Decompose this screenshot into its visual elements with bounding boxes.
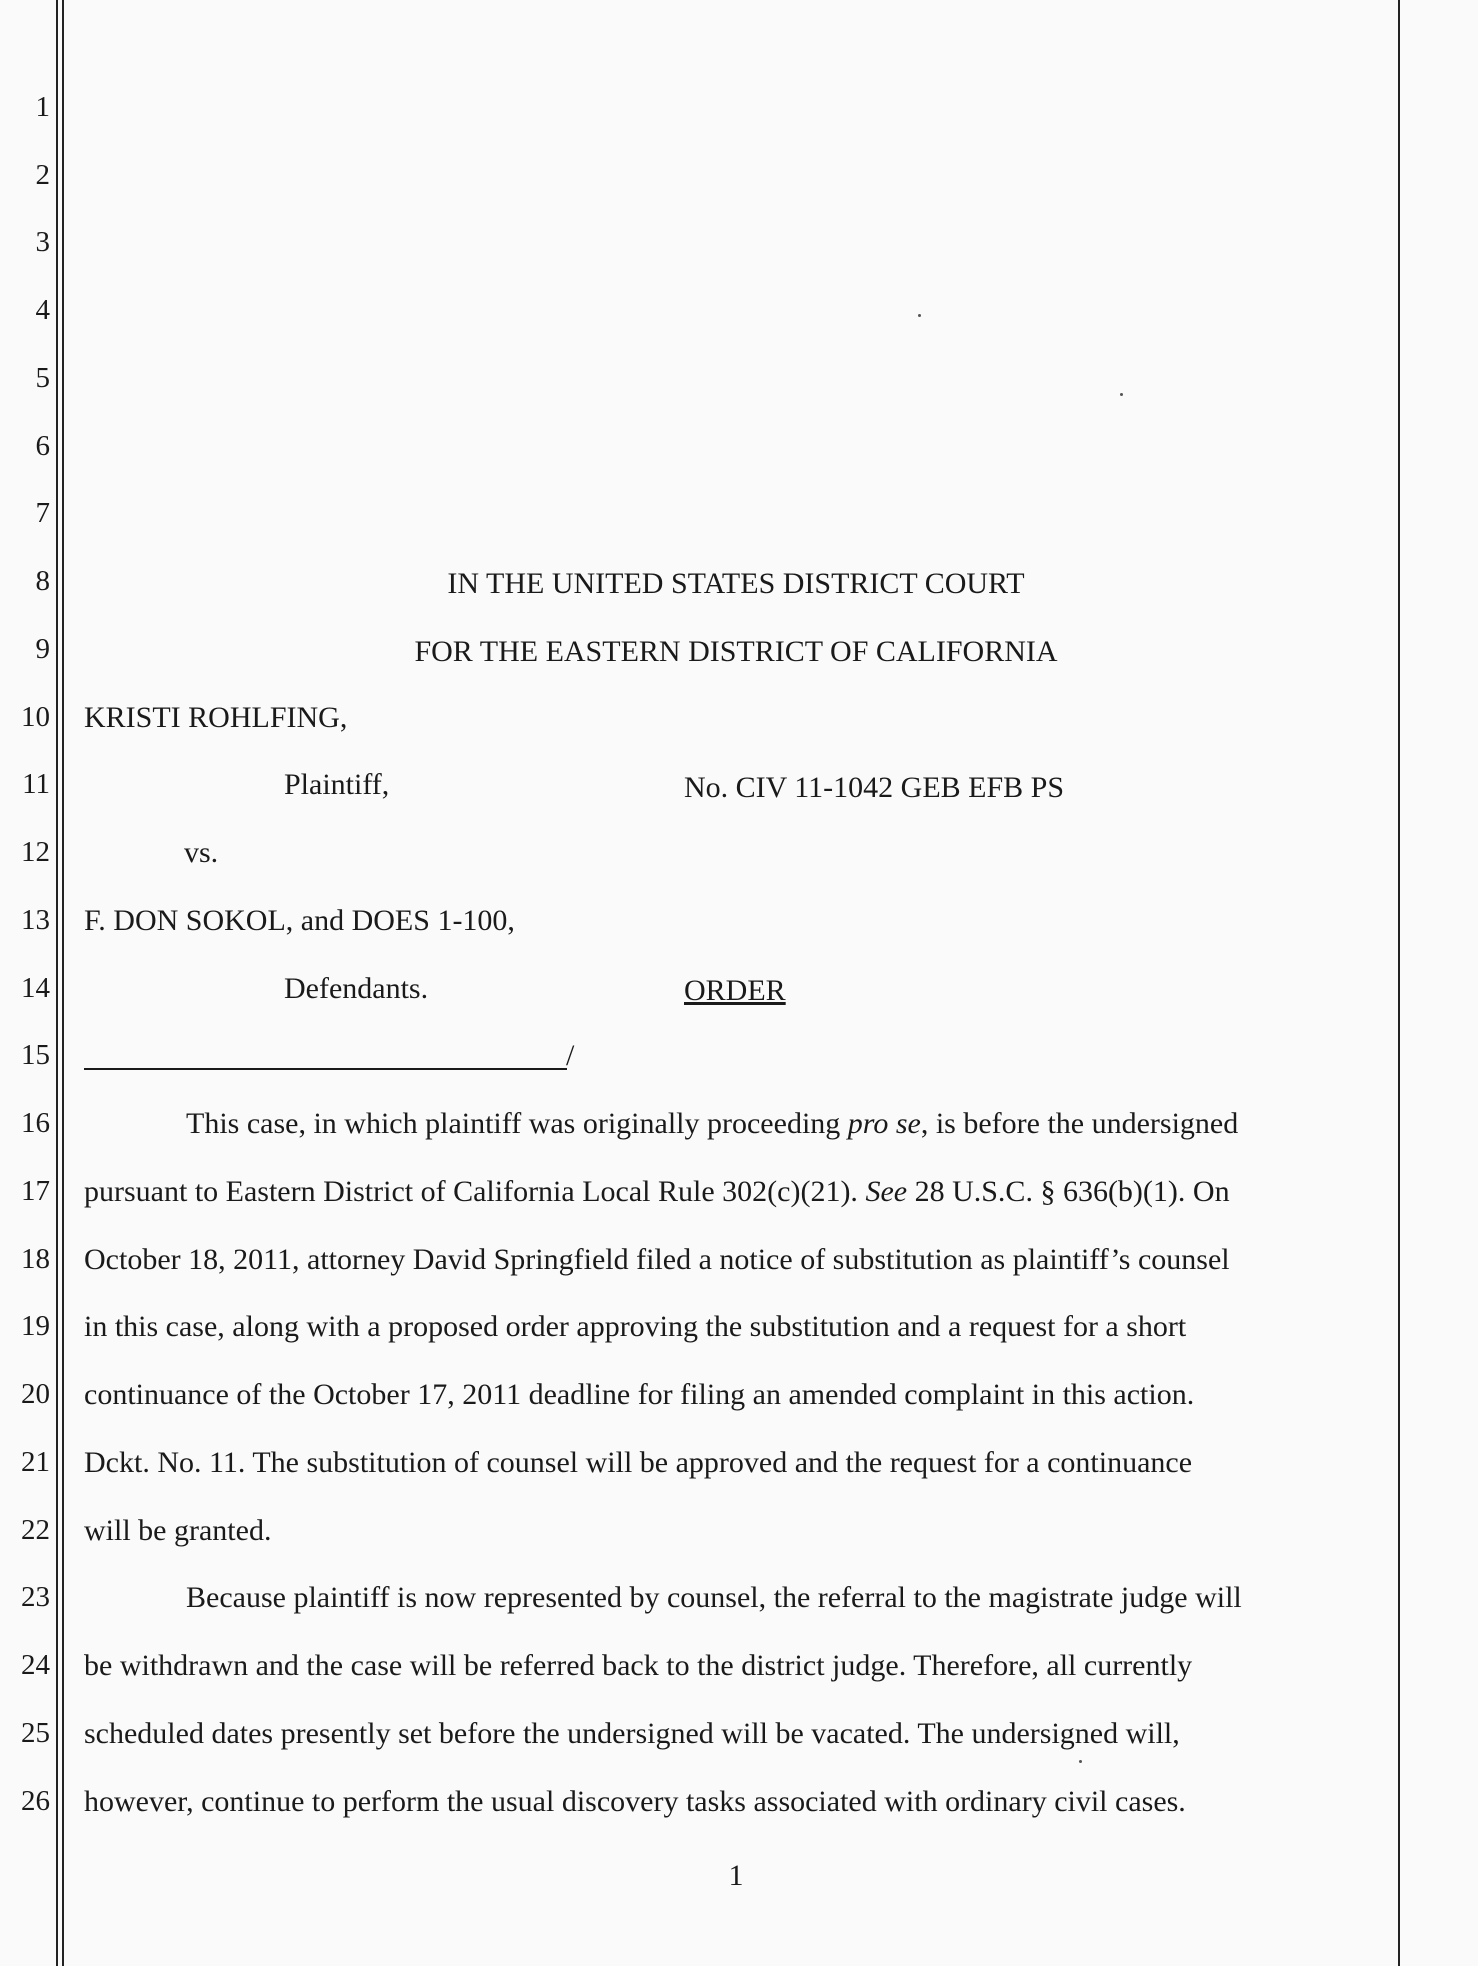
body-line: in this case, along with a proposed order approving the substitution and a request for a short [84, 1310, 1187, 1343]
body-line: continuance of the October 17, 2011 deadline for filing an amended complaint in this action. [84, 1378, 1195, 1411]
emphasis-text: See [865, 1175, 908, 1208]
line-number: 3 [35, 226, 50, 258]
court-name-line-1: IN THE UNITED STATES DISTRICT COURT [447, 567, 1025, 600]
line-number: 1 [35, 91, 50, 123]
scan-speck [1120, 393, 1123, 396]
line-number: 22 [21, 1514, 50, 1546]
line-number: 5 [35, 362, 50, 394]
line-number: 16 [21, 1107, 50, 1139]
versus-label: vs. [184, 836, 219, 869]
page-number: 1 [728, 1859, 744, 1892]
line-number: 14 [21, 972, 50, 1004]
line-number: 10 [21, 701, 50, 733]
body-line: however, continue to perform the usual discovery tasks associated with ordinary civil cases. [84, 1785, 1186, 1818]
emphasis-text: pro se [847, 1107, 921, 1140]
body-line: Because plaintiff is now represented by counsel, the referral to the magistrate judge will [186, 1581, 1242, 1614]
body-line: October 18, 2011, attorney David Springfield filed a notice of substitution as plaintiff’s counsel [84, 1243, 1230, 1276]
body-line: scheduled dates presently set before the undersigned will be vacated. The undersigned will, [84, 1717, 1180, 1750]
line-number: 24 [21, 1649, 50, 1681]
left-margin-rule-outer [56, 0, 58, 1966]
line-number: 20 [21, 1378, 50, 1410]
caption-end-slash: / [566, 1039, 575, 1072]
line-number: 4 [35, 294, 50, 326]
line-number: 25 [21, 1717, 50, 1749]
caption-underline [84, 1068, 567, 1070]
line-number: 15 [21, 1039, 50, 1071]
case-number: No. CIV 11-1042 GEB EFB PS [684, 771, 1065, 804]
line-number: 18 [21, 1243, 50, 1275]
body-line [186, 1106, 1238, 1142]
line-number: 17 [21, 1175, 50, 1207]
court-name-line-2: FOR THE EASTERN DISTRICT OF CALIFORNIA [414, 635, 1058, 668]
line-number: 11 [22, 768, 50, 800]
text-run: 28 U.S.C. § 636(b)(1). On [907, 1175, 1230, 1208]
line-number: 23 [21, 1581, 50, 1613]
body-line: will be granted. [84, 1514, 272, 1547]
line-number: 9 [35, 633, 50, 665]
body-line [84, 1174, 1230, 1210]
document-title: ORDER [684, 974, 786, 1007]
line-number: 13 [21, 904, 50, 936]
scan-speck [918, 314, 921, 317]
defendant-role: Defendants. [284, 972, 429, 1005]
plaintiff-name: KRISTI ROHLFING, [84, 701, 348, 734]
line-number: 26 [21, 1785, 50, 1817]
line-number: 7 [35, 497, 50, 529]
body-line: be withdrawn and the case will be referred back to the district judge. Therefore, all currently [84, 1649, 1193, 1682]
scan-speck [1079, 1760, 1082, 1763]
left-margin-rule-inner [62, 0, 64, 1966]
right-margin-rule [1398, 0, 1400, 1966]
line-number: 6 [35, 430, 50, 462]
body-line: Dckt. No. 11. The substitution of counsel will be approved and the request for a continuance [84, 1446, 1193, 1479]
line-number: 19 [21, 1310, 50, 1342]
line-number: 2 [35, 159, 50, 191]
line-number: 12 [21, 836, 50, 868]
text-run: This case, in which plaintiff was originally proceeding [186, 1107, 848, 1140]
defendant-name: F. DON SOKOL, and DOES 1-100, [84, 904, 515, 937]
line-number: 8 [35, 565, 50, 597]
text-run: pursuant to Eastern District of California Local Rule 302(c)(21). [84, 1175, 866, 1208]
line-number: 21 [21, 1446, 50, 1478]
text-run: , is before the undersigned [920, 1107, 1239, 1140]
plaintiff-role: Plaintiff, [284, 768, 390, 801]
